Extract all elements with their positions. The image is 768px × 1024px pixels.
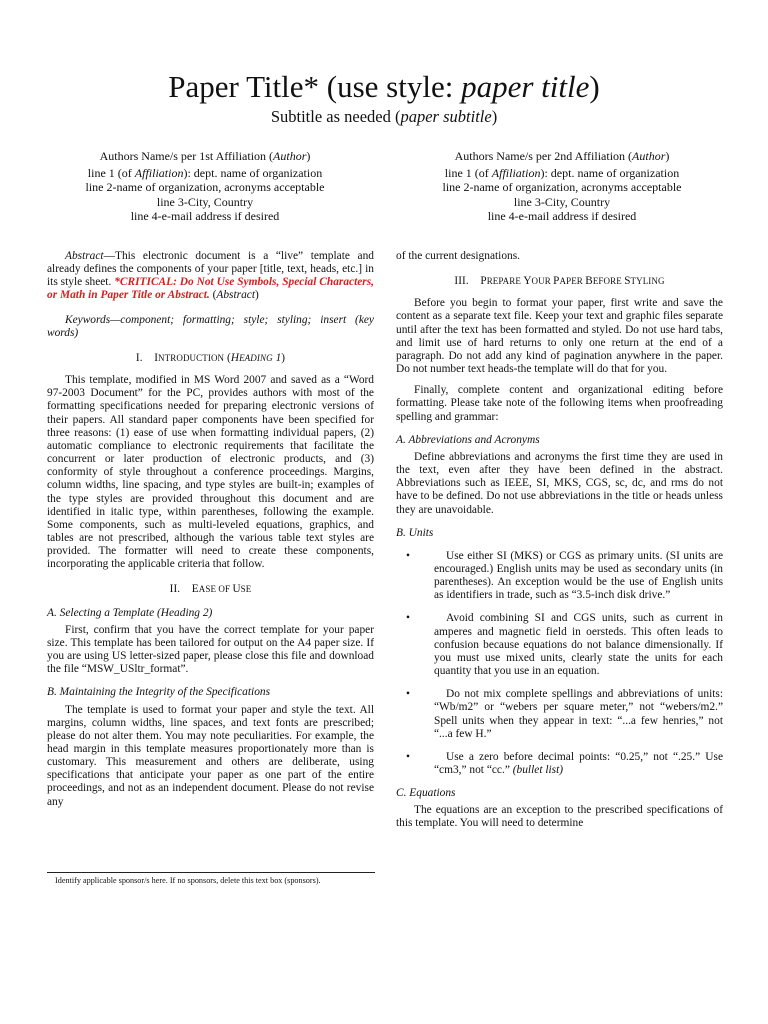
right-column <box>396 250 723 831</box>
list-item: • Use either SI (MKS) or CGS as primary units. (SI units are encouraged.) English units may be used as secondary units (in parentheses). An exception would be the use of English units as identifiers in trade, such as “3.5-inch disk drive.” <box>406 549 723 602</box>
section-heading-introduction: I. INTRODUCTION (HEADING 1) <box>135 351 286 364</box>
affiliation-line-1: line 1 (of Affiliation): dept. name of organization <box>444 165 680 180</box>
bullet-icon: • <box>406 549 410 562</box>
affiliation-line-2: line 2-name of organization, acronyms acceptable <box>442 180 682 195</box>
footnote-divider <box>47 872 375 873</box>
prepare-paragraph-1: Before you begin to format your paper, first write and save the content as a separate text file. Keep your text and graphic files separate until after the text has been formatted and styled. Do not use hard tabs, and limit use of hard returns to only one return at the end of a paragraph. Do not add any kind of pagination anywhere in the paper. Do not number text heads-the template will do that for you. <box>396 297 723 376</box>
list-item: • Do not mix complete spellings and abbreviations of units: “Wb/m2” or “webers per square meter,” not “webers/m2.” Spell units when they appear in text: “...a few henries,” not “...a few H.” <box>406 688 723 740</box>
abbreviations-paragraph: Define abbreviations and acronyms the first time they are used in the text, even after they have been defined in the abstract. Abbreviations such as IEEE, SI, MKS, CGS, sc, dc, and rms do not have to be defined. Do not use abbreviations in the title or heads unless they are unavoidable. <box>396 450 723 516</box>
paper-subtitle: Subtitle as needed (paper subtitle) <box>270 107 498 126</box>
section-heading-prepare-paper: III. PREPARE YOUR PAPER BEFORE STYLING <box>454 275 665 288</box>
subsection-heading-abbreviations: A. Abbreviations and Acronyms <box>396 433 540 446</box>
bullet-icon: • <box>406 750 410 763</box>
affiliation-line-1: line 1 (of Affiliation): dept. name of organization <box>87 165 323 180</box>
subsection-heading-units: B. Units <box>396 526 434 539</box>
affiliation-line-4: line 4-e-mail address if desired <box>130 209 280 224</box>
author-name: Authors Name/s per 1st Affiliation (Author) <box>99 149 311 163</box>
author-block-2 <box>402 149 722 224</box>
subsection-heading-maintaining-integrity: B. Maintaining the Integrity of the Specifications <box>47 686 271 699</box>
left-column <box>47 250 374 809</box>
bullet-icon: • <box>406 612 410 625</box>
section-heading-ease-of-use: II. EASE OF USE <box>169 583 252 596</box>
bullet-icon: • <box>406 688 410 701</box>
subsection-heading-selecting-template: A. Selecting a Template (Heading 2) <box>47 606 213 619</box>
affiliation-line-4: line 4-e-mail address if desired <box>487 209 637 224</box>
author-block-1 <box>45 149 365 224</box>
intro-paragraph: This template, modified in MS Word 2007 and saved as a “Word 97-2003 Document” for the PC, provides authors with most of the formatting specifications needed for preparing electronic versions of their papers. All standard paper components have been specified for three reasons: (1) ease of use when formatting individual papers, (2) automatic compliance to electronic requirements that facilitate the concurrent or later production of electronic products, and (3) conformity of style throughout a conference proceedings. Margins, column widths, line spacing, and type styles are built-in; examples of the type styles are provided throughout this document and are identified in italic type, within parentheses, following the example. Some components, such as multi-leveled equations, graphics, and tables are not prescribed, although the various table text styles are provided. The formatter will need to create these components, incorporating the applicable criteria that follow. <box>47 374 374 571</box>
sponsor-footnote: Identify applicable sponsor/s here. If no sponsors, delete this text box (sponsors). <box>55 876 321 885</box>
equations-paragraph: The equations are an exception to the prescribed specifications of this template. You will need to determine <box>396 804 723 830</box>
maintaining-integrity-paragraph: The template is used to format your paper and style the text. All margins, column widths, line spaces, and text fonts are prescribed; please do not alter them. You may note peculiarities. For example, the head margin in this template measures proportionately more than is customary. This measurement and others are deliberate, using specifications that anticipate your paper as one part of the entire proceedings, and not as an independent document. Please do not revise any <box>47 703 374 808</box>
keywords: Keywords—component; formatting; style; styling; insert (key words) <box>47 313 374 339</box>
units-bullet-list <box>396 550 723 777</box>
critical-note: *CRITICAL: Do Not Use Symbols, Special Characters, or Math in Paper Title or Abstract. <box>47 276 375 302</box>
paper-title: Paper Title* (use style: paper title) <box>168 69 600 104</box>
subsection-heading-equations: C. Equations <box>396 787 456 800</box>
abstract: Abstract—This electronic document is a “live” template and already defines the components of your paper [title, text, heads, etc.] in its style sheet. *CRITICAL: Do Not Use Symbols, Special Characters, or Math in Paper Title or Abstract. (Abstract) <box>47 250 375 302</box>
continued-paragraph: of the current designations. <box>396 250 520 262</box>
author-name: Authors Name/s per 2nd Affiliation (Author) <box>454 149 670 163</box>
affiliation-line-3: line 3-City, Country <box>156 194 254 209</box>
list-item: • Use a zero before decimal points: “0.25,” not “.25.” Use “cm3,” not “cc.” (bullet list) <box>406 750 723 776</box>
prepare-paragraph-2: Finally, complete content and organizational editing before formatting. Please take note of the following items when proofreading spelling and grammar: <box>396 384 723 423</box>
affiliation-line-3: line 3-City, Country <box>513 194 611 209</box>
selecting-template-paragraph: First, confirm that you have the correct template for your paper size. This template has been tailored for output on the A4 paper size. If you are using US letter-sized paper, please close this file and download the file “MSW_USltr_format”. <box>47 623 374 676</box>
list-item: • Avoid combining SI and CGS units, such as current in amperes and magnetic field in oersteds. This often leads to confusion because equations do not balance dimensionally. If you must use mixed units, clearly state the units for each quantity that you use in an equation. <box>406 612 723 678</box>
affiliation-line-2: line 2-name of organization, acronyms acceptable <box>85 180 325 195</box>
